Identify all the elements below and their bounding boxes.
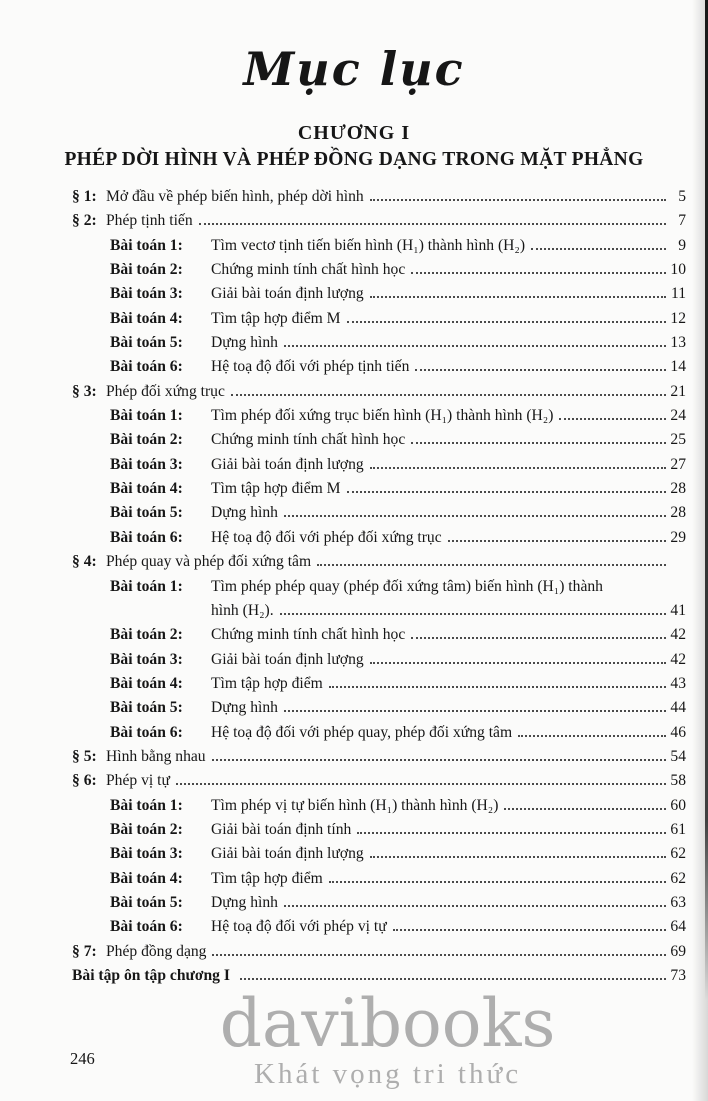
toc-entry-page: 62 <box>670 845 686 863</box>
toc-entry-page: 69 <box>670 942 686 960</box>
toc-entry-label: Bài toán 1: <box>110 236 183 254</box>
toc-entry-label: Bài toán 5: <box>110 699 183 717</box>
toc-entry <box>72 672 686 696</box>
toc-entry-page: 42 <box>670 650 686 668</box>
toc-leader-dots <box>176 783 666 785</box>
toc-entry-page: 61 <box>670 820 686 838</box>
toc-leader-dots <box>329 881 666 883</box>
toc-entry <box>72 501 686 525</box>
toc-entry-label: Bài toán 3: <box>110 845 183 863</box>
toc-entry <box>72 867 686 891</box>
toc-entry-text: Chứng minh tính chất hình học <box>211 431 406 449</box>
toc-entry-page: 29 <box>670 528 686 546</box>
toc-leader-dots <box>240 978 666 980</box>
toc-entry <box>72 258 686 282</box>
toc-entry-text: Tìm tập hợp điểm <box>211 869 323 887</box>
toc-entry <box>72 745 686 769</box>
toc-entry-label: Bài toán 1: <box>110 407 183 425</box>
toc-entry-label: Bài toán 2: <box>110 431 183 449</box>
toc-entry-page: 41 <box>670 601 686 619</box>
toc-entry-page: 5 <box>678 188 686 205</box>
toc-entry-text: Dựng hình <box>211 334 278 352</box>
toc-entry-text: Phép tịnh tiến <box>106 212 193 230</box>
toc-entry-page: 54 <box>670 747 686 765</box>
toc-entry-text: Tìm tập hợp điểm M <box>211 309 341 327</box>
toc-entry <box>72 307 686 331</box>
toc-entry <box>72 842 686 866</box>
toc-leader-dots <box>284 905 666 907</box>
toc-entry <box>72 794 686 818</box>
toc-entry-text: Giải bài toán định tính <box>211 820 352 838</box>
toc-entry-page: 14 <box>670 358 686 376</box>
toc-entry-text: hình (H₂). <box>211 601 274 619</box>
toc-leader-dots <box>411 637 666 639</box>
toc-entry <box>72 648 686 672</box>
page-number: 246 <box>70 1049 95 1068</box>
toc-entry-page: 44 <box>670 699 686 717</box>
toc-entry-label: Bài toán 1: <box>110 796 183 814</box>
toc-leader-dots <box>370 467 666 469</box>
toc-entry <box>72 331 686 355</box>
toc-entry-page: 73 <box>670 967 686 984</box>
toc-leader-dots <box>347 321 666 323</box>
toc-entry-text: Chứng minh tính chất hình học <box>211 626 406 644</box>
toc-entry-text: Tìm phép đối xứng trục biến hình (H₁) thành hình (H₂) <box>211 407 554 425</box>
toc-leader-dots <box>411 442 666 444</box>
toc-entry <box>72 964 686 988</box>
toc-entry-page: 28 <box>670 480 686 498</box>
toc-entry-label: Bài toán 3: <box>110 650 183 668</box>
toc-entry-text: Tìm phép phép quay (phép đối xứng tâm) biến hình (H₁) thành <box>211 577 603 595</box>
toc-entry-page: 64 <box>670 918 686 936</box>
toc-entry-page: 12 <box>670 309 686 327</box>
watermark-slogan: Khát vọng tri thức <box>254 1058 522 1090</box>
toc-entry-label: Bài toán 3: <box>110 455 183 473</box>
toc-entry <box>72 453 686 477</box>
toc-entry-label: § 3: <box>72 382 97 400</box>
toc-entry-text: Giải bài toán định lượng <box>211 455 364 473</box>
toc-entry-text: Tìm tập hợp điểm M <box>211 480 341 498</box>
toc-entry-text: Hệ toạ độ đối với phép đối xứng trục <box>211 528 442 546</box>
watermark-brand: davibooks <box>219 985 556 1062</box>
toc-entry-text: Giải bài toán định lượng <box>211 845 364 863</box>
toc-entry-label: Bài toán 6: <box>110 358 183 376</box>
toc-entry-page: 11 <box>670 285 686 303</box>
toc-entry-page: 28 <box>670 504 686 522</box>
toc-entry <box>72 404 686 428</box>
toc-entry <box>72 550 686 574</box>
toc-leader-dots <box>518 735 666 737</box>
toc-entry-label: Bài toán 5: <box>110 893 183 911</box>
toc-entry-text: Hệ toạ độ đối với phép tịnh tiến <box>211 358 410 376</box>
toc-leader-dots <box>347 491 666 493</box>
toc-entry-label: Bài toán 3: <box>110 285 183 303</box>
toc-leader-dots <box>317 564 666 566</box>
toc-leader-dots <box>284 710 666 712</box>
toc-leader-dots <box>357 832 666 834</box>
toc-entry-page: 9 <box>678 236 686 254</box>
toc-leader-dots <box>231 394 666 396</box>
toc-entry-label: § 4: <box>72 553 97 571</box>
toc-entry-label: Bài toán 6: <box>110 528 183 546</box>
toc-entry-text: Phép quay và phép đối xứng tâm <box>106 553 312 571</box>
toc-leader-dots <box>212 759 666 761</box>
toc-entry-page: 25 <box>670 431 686 449</box>
toc-entry-text: Dựng hình <box>211 504 278 522</box>
toc-entry-text: Tìm tập hợp điểm <box>211 674 323 692</box>
toc-entry-label: Bài toán 4: <box>110 869 183 887</box>
toc-entry-label: Bài toán 6: <box>110 723 183 741</box>
toc-entry-label: § 2: <box>72 212 97 230</box>
toc-leader-dots <box>531 248 666 250</box>
toc-entry-page: 21 <box>670 382 686 400</box>
toc-entry <box>72 818 686 842</box>
toc-leader-dots <box>411 272 666 274</box>
toc-title: Mục lục <box>243 42 465 96</box>
toc-entry-label: Bài tập ôn tập chương I <box>72 967 230 984</box>
toc-entry-text: Giải bài toán định lượng <box>211 650 364 668</box>
toc-entry <box>72 185 686 209</box>
chapter-label: CHƯƠNG I <box>297 122 411 144</box>
toc-entry-label: Bài toán 5: <box>110 334 183 352</box>
toc-entry <box>72 428 686 452</box>
toc-entry <box>72 599 686 623</box>
toc-entry-page: 58 <box>670 772 686 790</box>
toc-leader-dots <box>212 954 666 956</box>
toc-leader-dots <box>284 515 666 517</box>
watermark <box>219 985 556 1091</box>
toc-entry-page: 27 <box>670 455 686 473</box>
toc-entry-label: Bài toán 6: <box>110 918 183 936</box>
toc-leader-dots <box>370 296 666 298</box>
toc-leader-dots <box>199 223 666 225</box>
toc-entry <box>72 940 686 964</box>
toc-entry-label: § 5: <box>72 747 97 765</box>
toc-entry-text: Hệ toạ độ đối với phép quay, phép đối xứng tâm <box>211 723 513 741</box>
toc-entry-label: Bài toán 2: <box>110 820 183 838</box>
toc-entry-text: Phép đồng dạng <box>106 942 207 960</box>
toc-entry <box>72 355 686 379</box>
toc-entry-page: 62 <box>670 869 686 887</box>
toc-entry <box>72 891 686 915</box>
toc-leader-dots <box>370 199 666 201</box>
toc-entry-text: Giải bài toán định lượng <box>211 285 364 303</box>
toc-entry-text: Phép vị tự <box>106 772 170 790</box>
page-header <box>0 0 708 171</box>
toc-entry <box>72 380 686 404</box>
toc-leader-dots <box>504 808 666 810</box>
toc-entry-text: Dựng hình <box>211 699 278 717</box>
toc-entry <box>72 721 686 745</box>
toc-entry <box>72 696 686 720</box>
toc-entry-text: Phép đối xứng trục <box>106 382 225 400</box>
toc-entry-label: § 7: <box>72 942 97 960</box>
toc-leader-dots <box>284 345 666 347</box>
toc-entry-text: Tìm phép vị tự biến hình (H₁) thành hình (H₂) <box>211 796 499 814</box>
toc-entry-text: Chứng minh tính chất hình học <box>211 261 406 279</box>
toc-entry <box>72 209 686 233</box>
toc-leader-dots <box>415 369 666 371</box>
toc-entry-label: Bài toán 4: <box>110 309 183 327</box>
toc-entry <box>72 575 686 599</box>
toc-leader-dots <box>393 929 666 931</box>
toc-entry-page: 13 <box>670 334 686 352</box>
toc-entry <box>72 526 686 550</box>
toc-leader-dots <box>448 540 666 542</box>
toc-entry <box>72 769 686 793</box>
toc-list <box>72 185 686 988</box>
toc-entry <box>72 477 686 501</box>
toc-entry-label: Bài toán 4: <box>110 674 183 692</box>
toc-leader-dots <box>280 613 666 615</box>
toc-leader-dots <box>329 686 666 688</box>
toc-entry-label: § 6: <box>72 772 97 790</box>
toc-entry-page: 42 <box>670 626 686 644</box>
toc-entry <box>72 915 686 939</box>
toc-entry-text: Tìm vectơ tịnh tiến biến hình (H₁) thành hình (H₂) <box>211 236 526 254</box>
toc-entry-page: 46 <box>670 723 686 741</box>
chapter-title: PHÉP DỜI HÌNH VÀ PHÉP ĐỒNG DẠNG TRONG MẶT PHẲNG <box>64 149 644 170</box>
toc-entry-label: Bài toán 4: <box>110 480 183 498</box>
toc-entry-label: Bài toán 2: <box>110 261 183 279</box>
toc-entry-label: Bài toán 2: <box>110 626 183 644</box>
toc-entry-text: Hình bằng nhau <box>106 747 206 765</box>
toc-entry-page: 10 <box>670 261 686 279</box>
toc-entry <box>72 623 686 647</box>
toc-leader-dots <box>559 418 666 420</box>
toc-leader-dots <box>370 662 666 664</box>
toc-leader-dots <box>370 856 666 858</box>
toc-entry-text: Dựng hình <box>211 893 278 911</box>
toc-entry <box>72 234 686 258</box>
toc-entry-page: 7 <box>678 212 686 230</box>
toc-entry <box>72 282 686 306</box>
toc-entry-page: 63 <box>670 893 686 911</box>
toc-entry-text: Mở đầu về phép biến hình, phép dời hình <box>106 188 364 205</box>
toc-entry-page: 60 <box>670 796 686 814</box>
toc-entry-page: 24 <box>670 407 686 425</box>
toc-entry-page: 43 <box>670 674 686 692</box>
toc-entry-label: Bài toán 1: <box>110 577 183 595</box>
toc-entry-label: Bài toán 5: <box>110 504 183 522</box>
toc-entry-text: Hệ toạ độ đối với phép vị tự <box>211 918 387 936</box>
toc-entry-label: § 1: <box>72 188 97 205</box>
